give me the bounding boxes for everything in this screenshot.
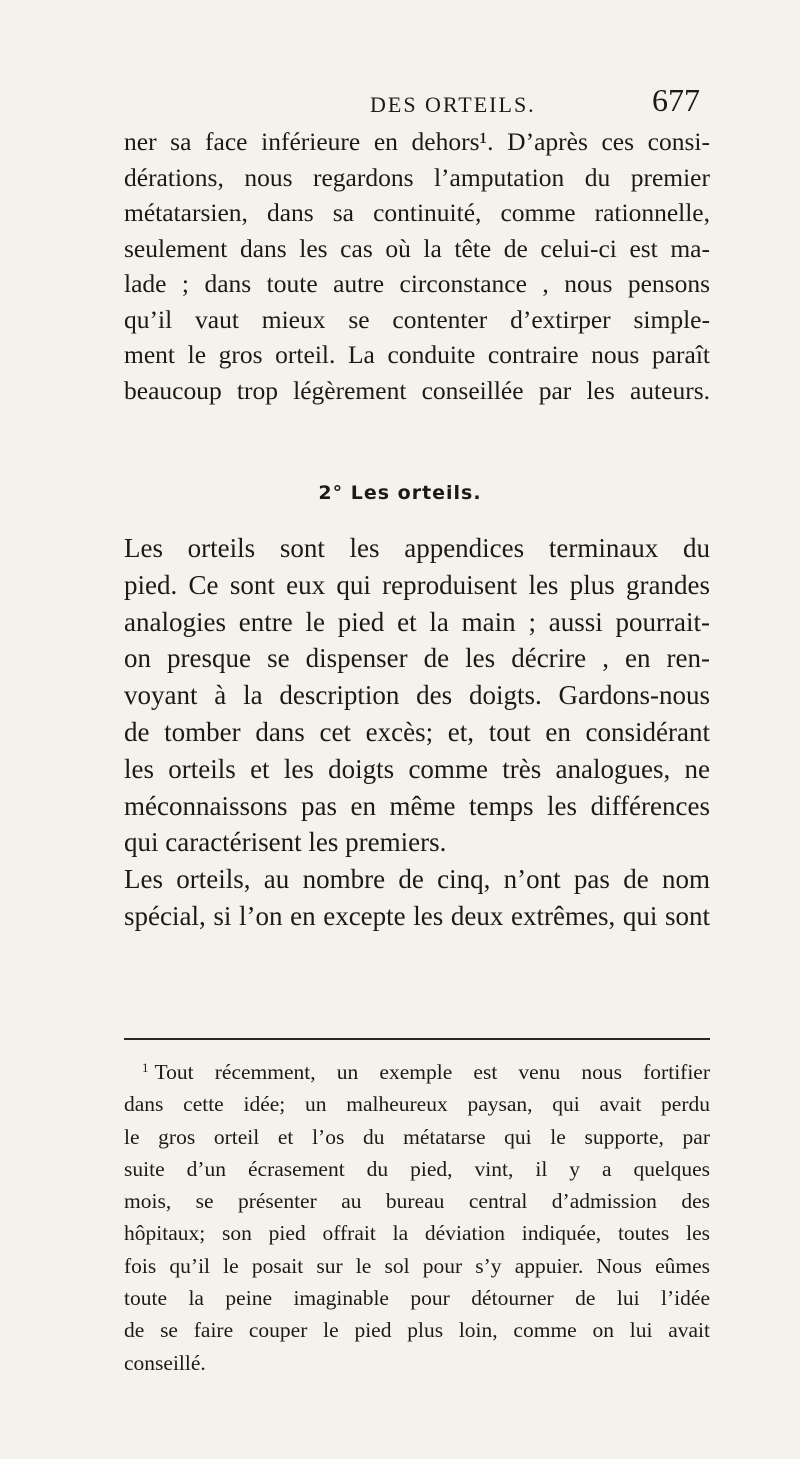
section-heading: 2° Les orteils. [318, 482, 482, 504]
text-line: dans cette idée; un malheureux paysan, qui avait perdu [124, 1092, 710, 1117]
text-line: pied. Ce sont eux qui reproduisent les plus grandes [124, 569, 710, 600]
text-line: seulement dans les cas où la tête de celui-ci est ma- [124, 233, 710, 263]
text-line: fois qu’il le posait sur le sol pour s’y appuier. Nous eûmes [124, 1253, 710, 1278]
text-line: qui caractérisent les premiers. [124, 827, 447, 858]
footnote-marker: 1 [142, 1060, 149, 1075]
text-line: beaucoup trop légèrement conseillée par les auteurs. [124, 375, 710, 405]
text-line: méconnaissons pas en même temps les différences [124, 790, 710, 821]
text-line: hôpitaux; son pied offrait la déviation indiquée, toutes les [124, 1221, 710, 1246]
text-line: Tout récemment, un exemple est venu nous fortifier [154, 1060, 710, 1084]
text-line: de tomber dans cet excès; et, tout en considérant [124, 716, 710, 747]
page-number: 677 [652, 82, 700, 118]
text-line: les orteils et les doigts comme très analogues, ne [124, 753, 710, 784]
running-title: DES ORTEILS. [370, 92, 536, 117]
text-line: mois, se présenter au bureau central d’admission des [124, 1189, 710, 1214]
text-line: conseillé. [124, 1350, 206, 1375]
text-line: métatarsien, dans sa continuité, comme rationnelle, [124, 198, 710, 227]
text-line: voyant à la description des doigts. Gardons-nous [124, 680, 710, 711]
text-line: suite d’un écrasement du pied, vint, il y a quelques [124, 1156, 710, 1181]
text-line: toute la peine imaginable pour détourner de lui l’idée [124, 1286, 710, 1311]
footnote-first-line [124, 1052, 710, 1088]
text-line: Les orteils, au nombre de cinq, n’ont pas de nom [124, 864, 710, 895]
text-line: le gros orteil et l’os du métatarse qui le supporte, par [124, 1124, 710, 1149]
text-line: qu’il vaut mieux se contenter d’extirper simple- [124, 304, 710, 334]
text-line: ment le gros orteil. La conduite contraire nous paraît [124, 340, 710, 369]
text-line: spécial, si l’on en excepte les deux extrêmes, qui sont [124, 900, 710, 931]
paragraph-orteils [124, 530, 710, 935]
text-line: analogies entre le pied et la main ; aussi pourrait- [124, 606, 710, 637]
text-line: on presque se dispenser de les décrire , en ren- [124, 643, 710, 674]
paragraph-amputation [124, 124, 710, 408]
text-line: lade ; dans toute autre circonstance , nous pensons [124, 269, 710, 298]
text-line: de se faire couper le pied plus loin, comme on lui avait [124, 1318, 710, 1343]
text-line: Les orteils sont les appendices terminaux du [124, 533, 710, 563]
footnote [124, 1052, 710, 1379]
running-head [0, 82, 800, 122]
text-line: dérations, nous regardons l’amputation du premier [124, 162, 710, 192]
text-line: ner sa face inférieure en dehors¹. D’après ces consi- [124, 127, 710, 156]
footnote-divider [124, 1038, 710, 1040]
